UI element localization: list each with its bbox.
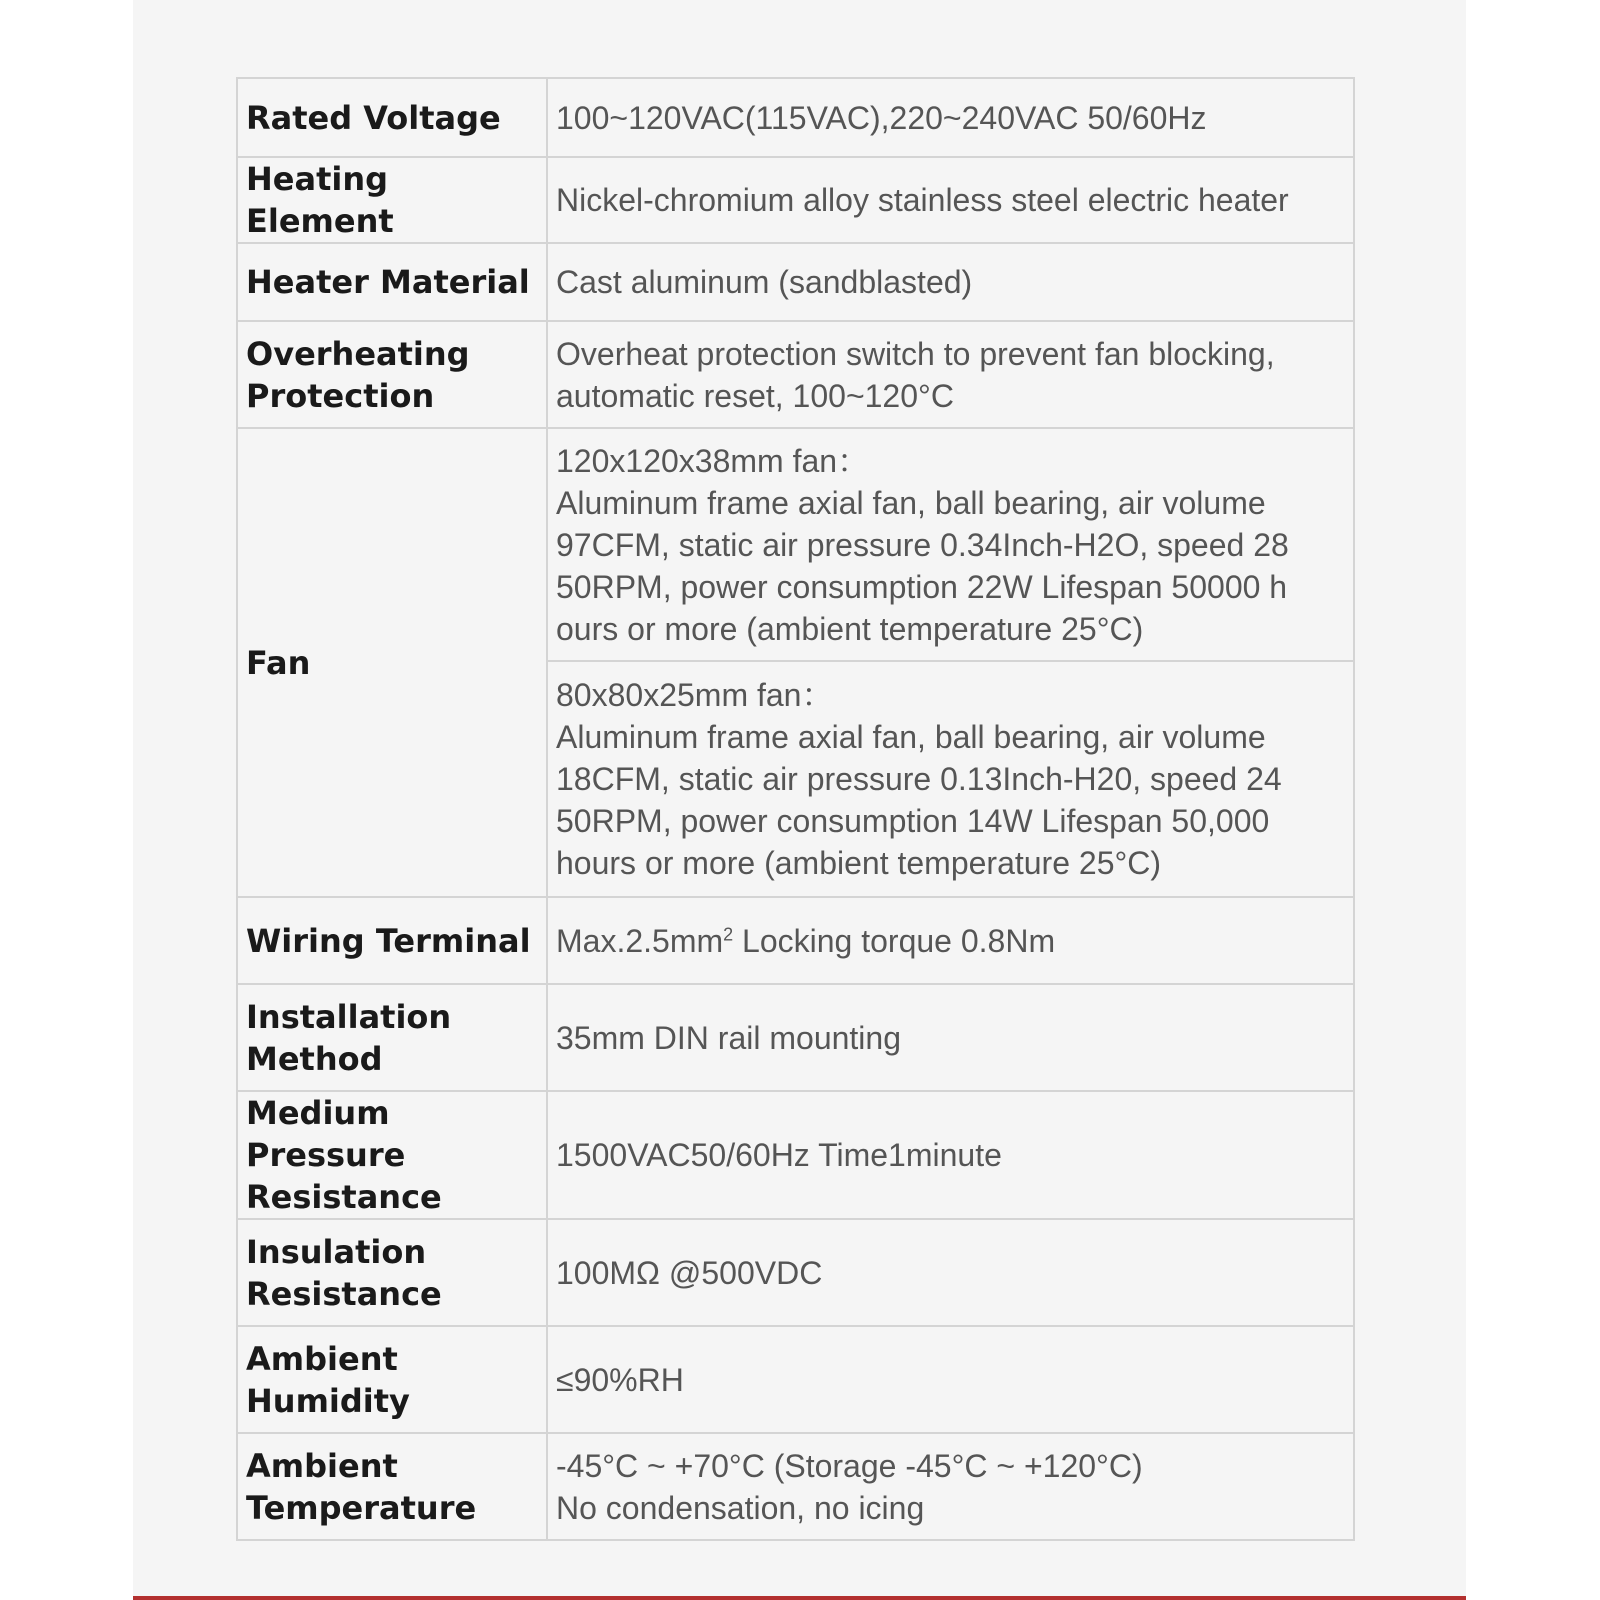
label-line: Insulation xyxy=(246,1232,427,1271)
value-line: 80x80x25mm fan： xyxy=(556,677,834,713)
bottom-accent-stripe xyxy=(133,1596,1466,1600)
spec-value-installation-method: 35mm DIN rail mounting xyxy=(547,984,1354,1091)
spec-value-ambient-humidity: ≤90%RH xyxy=(547,1326,1354,1433)
spec-value-heating-element: Nickel-chromium alloy stainless steel electric heater xyxy=(547,157,1354,243)
spec-value-medium-pressure-resistance: 1500VAC50/60Hz Time1minute xyxy=(547,1091,1354,1219)
label-line: Installation xyxy=(246,997,452,1036)
spec-label-heater-material: Heater Material xyxy=(237,243,547,321)
spec-label-insulation-resistance xyxy=(237,1219,547,1326)
value-line: Overheat protection switch to prevent fan blocking, xyxy=(556,335,1275,372)
table-row xyxy=(237,157,1354,243)
spec-label-rated-voltage: Rated Voltage xyxy=(237,78,547,157)
value-line: 120x120x38mm fan： xyxy=(556,442,870,479)
table-row xyxy=(237,428,1354,661)
table-row xyxy=(237,1219,1354,1326)
specifications-table xyxy=(236,77,1355,1541)
spec-value-overheating-protection xyxy=(547,321,1354,428)
spec-label-ambient-humidity xyxy=(237,1326,547,1433)
spec-value-heater-material: Cast aluminum (sandblasted) xyxy=(547,243,1354,321)
label-line: Resistance xyxy=(246,1178,442,1216)
spec-value-fan-80mm xyxy=(547,661,1354,897)
value-line: Aluminum frame axial fan, ball bearing, air volume xyxy=(556,719,1266,755)
spec-sheet-page xyxy=(133,0,1466,1600)
spec-value-fan-120mm xyxy=(547,428,1354,661)
label-line: Resistance xyxy=(246,1274,442,1313)
table-row xyxy=(237,243,1354,321)
table-row xyxy=(237,897,1354,984)
table-row xyxy=(237,1091,1354,1219)
spec-value-wiring-terminal xyxy=(547,897,1354,984)
table-row xyxy=(237,984,1354,1091)
label-line: Medium Pressure xyxy=(246,1094,406,1174)
label-line: Humidity xyxy=(246,1381,410,1420)
spec-label-wiring-terminal: Wiring Terminal xyxy=(237,897,547,984)
spec-label-installation-method xyxy=(237,984,547,1091)
value-line: 18CFM, static air pressure 0.13Inch-H20, speed 24 xyxy=(556,761,1282,797)
label-line: Protection xyxy=(246,376,435,415)
superscript: 2 xyxy=(723,923,734,944)
value-line: ours or more (ambient temperature 25°C) xyxy=(556,610,1144,647)
spec-label-medium-pressure-resistance xyxy=(237,1091,547,1219)
value-line: 97CFM, static air pressure 0.34Inch-H2O, speed 28 xyxy=(556,526,1289,563)
label-line: Method xyxy=(246,1039,383,1078)
label-line: Overheating xyxy=(246,334,470,373)
spec-value-rated-voltage: 100~120VAC(115VAC),220~240VAC 50/60Hz xyxy=(547,78,1354,157)
label-line: Ambient xyxy=(246,1339,398,1378)
value-line: -45°C ~ +70°C (Storage -45°C ~ +120°C) xyxy=(556,1447,1143,1484)
table-row xyxy=(237,321,1354,428)
value-line: Aluminum frame axial fan, ball bearing, air volume xyxy=(556,484,1266,521)
value-line: hours or more (ambient temperature 25°C) xyxy=(556,845,1162,881)
label-line: Ambient xyxy=(246,1446,398,1485)
value-text: Locking torque 0.8Nm xyxy=(733,922,1056,959)
spec-label-heating-element: Heating Element xyxy=(237,157,547,243)
spec-label-fan: Fan xyxy=(237,428,547,897)
table-row xyxy=(237,1326,1354,1433)
spec-label-ambient-temperature xyxy=(237,1433,547,1540)
table-row xyxy=(237,1433,1354,1540)
table-row xyxy=(237,78,1354,157)
spec-value-insulation-resistance: 100MΩ @500VDC xyxy=(547,1219,1354,1326)
value-line: automatic reset, 100~120°C xyxy=(556,377,954,414)
label-line: Temperature xyxy=(246,1488,477,1527)
value-line: No condensation, no icing xyxy=(556,1489,925,1526)
value-text: Max.2.5mm xyxy=(556,922,724,959)
spec-label-overheating-protection xyxy=(237,321,547,428)
value-line: 50RPM, power consumption 14W Lifespan 50,000 xyxy=(556,803,1270,839)
value-line: 50RPM, power consumption 22W Lifespan 50000 h xyxy=(556,568,1288,605)
spec-value-ambient-temperature xyxy=(547,1433,1354,1540)
